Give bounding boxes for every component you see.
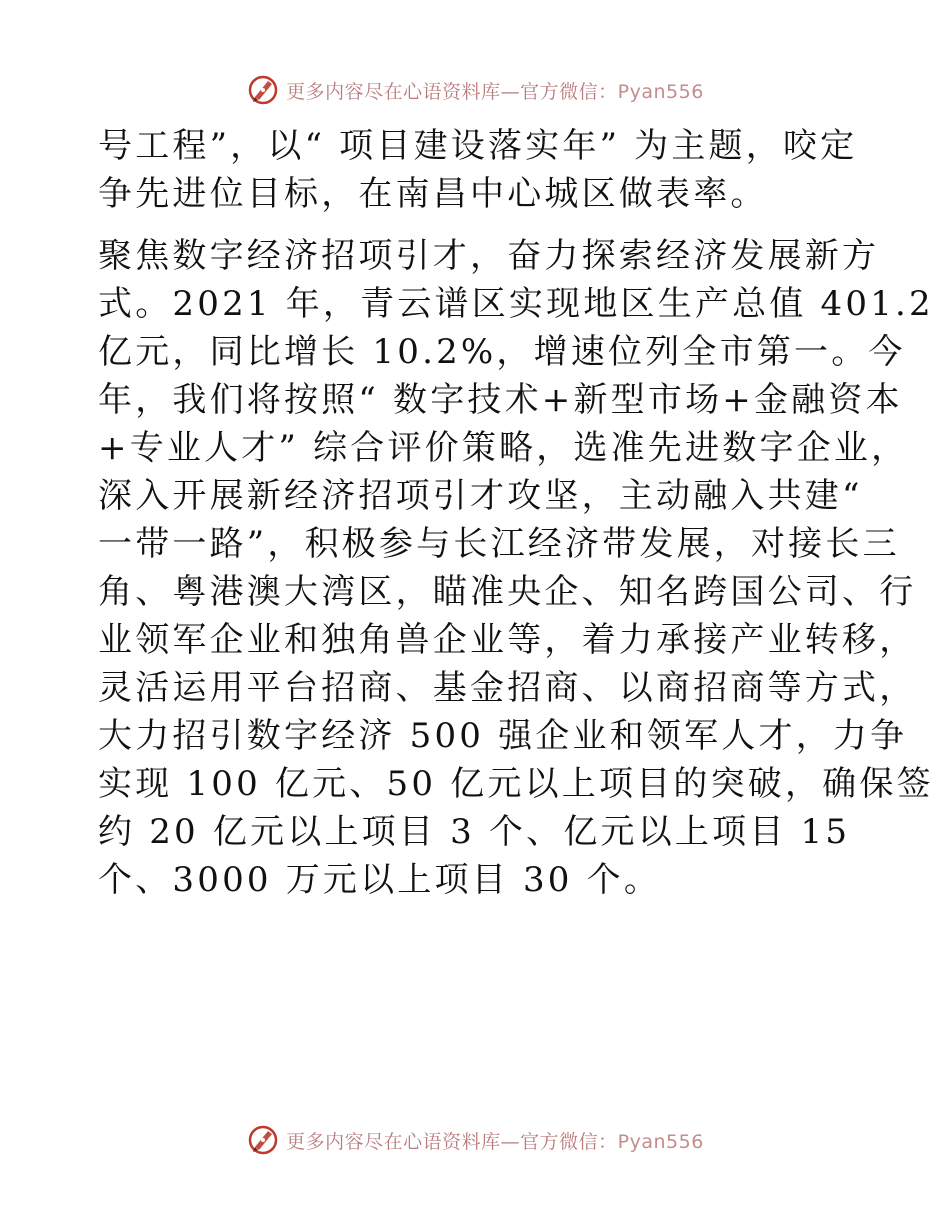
text-line: 业领军企业和独角兽企业等，着力承接产业转移， — [98, 620, 917, 660]
watermark-group — [246, 73, 704, 107]
text-line: 角、粤港澳大湾区，瞄准央企、知名跨国公司、行 — [98, 572, 917, 612]
pen-logo-icon — [246, 73, 280, 107]
watermark-group — [246, 1123, 704, 1157]
watermark-text — [286, 77, 704, 104]
footer-watermark — [0, 1120, 950, 1160]
watermark-wechat-id: Pyan556 — [617, 1130, 704, 1153]
text-line: 争先进位目标，在南昌中心城区做表率。 — [98, 174, 768, 214]
text-line: 灵活运用平台招商、基金招商、以商招商等方式， — [98, 668, 917, 708]
text-line: 个、3000 万元以上项目 30 个。 — [98, 860, 662, 900]
text-line: 聚焦数字经济招项引才，奋力探索经济发展新方 — [98, 236, 880, 276]
text-line: 号工程”，以“ 项目建设落实年” 为主题，咬定 — [98, 126, 858, 166]
text-line: 深入开展新经济招项引才攻坚，主动融入共建“ — [98, 476, 863, 516]
watermark-text-cn: 更多内容尽在心语资料库—官方微信： — [286, 80, 618, 103]
text-line: 亿元，同比增长 10.2%，增速位列全市第一。今 — [98, 332, 906, 372]
text-line: +专业人才” 综合评价策略，选准先进数字企业， — [98, 428, 909, 468]
document-body — [98, 122, 934, 904]
watermark-text-cn: 更多内容尽在心语资料库—官方微信： — [286, 1130, 618, 1153]
text-line: 约 20 亿元以上项目 3 个、亿元以上项目 15 — [98, 812, 851, 852]
text-line: 实现 100 亿元、50 亿元以上项目的突破，确保签 — [98, 764, 934, 804]
paragraph-1 — [98, 122, 858, 218]
text-line: 大力招引数字经济 500 强企业和领军人才，力争 — [98, 716, 908, 756]
watermark-text — [286, 1127, 704, 1154]
text-line: 一带一路”，积极参与长江经济带发展，对接长三 — [98, 524, 900, 564]
text-line: 年，我们将按照“ 数字技术+新型市场+金融资本 — [98, 380, 903, 420]
text-line: 式。2021 年，青云谱区实现地区生产总值 401.2 — [98, 284, 934, 324]
header-watermark — [0, 70, 950, 110]
paragraph-2 — [98, 232, 934, 904]
pen-logo-icon — [246, 1123, 280, 1157]
watermark-wechat-id: Pyan556 — [617, 80, 704, 103]
